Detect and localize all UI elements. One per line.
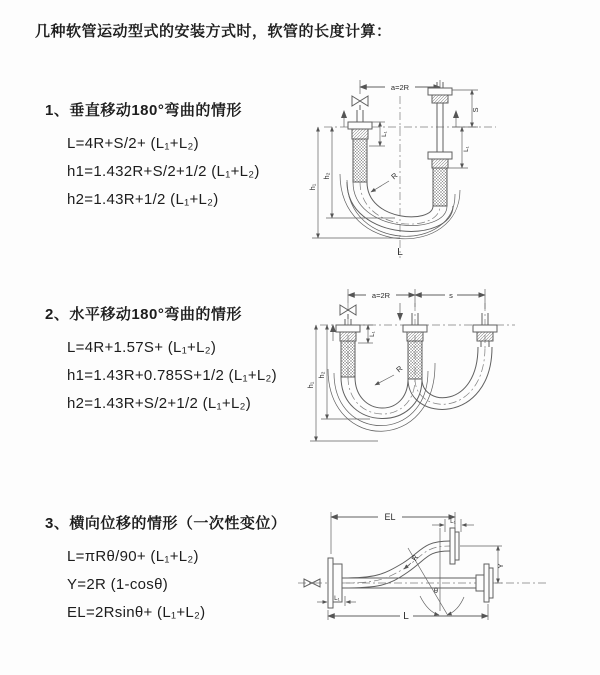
formula-y: Y=2R (1-cosθ) bbox=[67, 576, 169, 593]
dim-label-radius: R bbox=[389, 170, 400, 182]
movement-arrow-up-left bbox=[341, 110, 347, 127]
section-lateral-displacement bbox=[45, 515, 305, 621]
formula-h2: h2=1.43R+1/2 (L₁+L₂) bbox=[67, 191, 219, 208]
movement-arrow-up-right bbox=[453, 110, 459, 127]
dim-label-l1-left: L₁ bbox=[334, 595, 340, 602]
radius-callout bbox=[371, 171, 400, 192]
page-title: 几种软管运动型式的安装方式时，软管的长度计算： bbox=[35, 23, 392, 40]
dimension-fitting bbox=[358, 325, 376, 343]
dim-label-el: EL bbox=[384, 512, 396, 522]
dim-label-h1: h₁ bbox=[306, 381, 315, 389]
section-vertical-movement bbox=[45, 102, 305, 208]
dim-label-l1-left: L₁ bbox=[381, 131, 388, 137]
upper-flange bbox=[450, 528, 459, 564]
formula-h2: h2=1.43R+S/2+1/2 (L₁+L₂) bbox=[67, 395, 252, 412]
formula-l: L=4R+S/2+ (L₁+L₂) bbox=[67, 135, 199, 152]
section-3-heading: 3、横向位移的情形（一次性变位） bbox=[45, 515, 287, 532]
section-horizontal-movement bbox=[45, 306, 305, 412]
dim-label-angle: θ bbox=[433, 586, 439, 595]
right-hose-end bbox=[428, 82, 452, 206]
centerlines bbox=[324, 96, 496, 258]
dimension-width bbox=[348, 289, 415, 307]
diagram-lateral-displacement bbox=[290, 498, 600, 653]
diagram-vertical-180-bend bbox=[300, 72, 600, 272]
dimension-shift bbox=[415, 289, 485, 309]
dim-label-h2: h₂ bbox=[317, 371, 326, 379]
movement-arrow-up bbox=[330, 324, 336, 341]
radius-callout bbox=[375, 364, 405, 385]
formula-h1: h1=1.432R+S/2+1/2 (L₁+L₂) bbox=[67, 163, 260, 180]
dim-label-h1: h₁ bbox=[308, 183, 317, 191]
dim-label-l1-right: L₁ bbox=[463, 146, 470, 152]
valve-icon bbox=[352, 96, 368, 110]
dim-label-radius: R bbox=[409, 553, 421, 563]
dim-label-length: L bbox=[403, 611, 409, 622]
dimension-l bbox=[328, 604, 488, 622]
dimension-fitting-left bbox=[317, 595, 356, 606]
dim-label-width: a=2R bbox=[371, 291, 391, 300]
left-hose-end bbox=[348, 110, 372, 182]
dim-label-radius: R bbox=[394, 363, 405, 375]
section-1-heading: 1、垂直移动180°弯曲的情形 bbox=[45, 102, 242, 119]
dim-label-length: L bbox=[397, 247, 403, 258]
dim-label-stroke: S bbox=[471, 107, 480, 113]
formula-l: L=4R+1.57S+ (L₁+L₂) bbox=[67, 339, 217, 356]
formula-h1: h1=1.43R+0.785S+1/2 (L₁+L₂) bbox=[67, 367, 277, 384]
section-2-heading: 2、水平移动180°弯曲的情形 bbox=[45, 306, 242, 323]
hose-s-curve bbox=[342, 541, 450, 588]
left-hose-end bbox=[336, 319, 360, 377]
dim-label-l1-top: L₁ bbox=[450, 518, 456, 525]
diagram-horizontal-180-bend bbox=[300, 283, 600, 468]
movement-arrow-down bbox=[397, 303, 403, 321]
dim-label-h2: h₂ bbox=[322, 172, 331, 180]
dim-label-shift: s bbox=[449, 291, 453, 300]
dimension-fitting-right bbox=[448, 127, 470, 168]
dim-label-l1: L₁ bbox=[369, 331, 376, 337]
formula-el: EL=2Rsinθ+ (L₁+L₂) bbox=[67, 604, 206, 621]
dim-label-width: a=2R bbox=[390, 83, 410, 92]
dim-label-y: Y bbox=[496, 563, 505, 569]
formula-l: L=πRθ/90+ (L₁+L₂) bbox=[67, 548, 199, 565]
